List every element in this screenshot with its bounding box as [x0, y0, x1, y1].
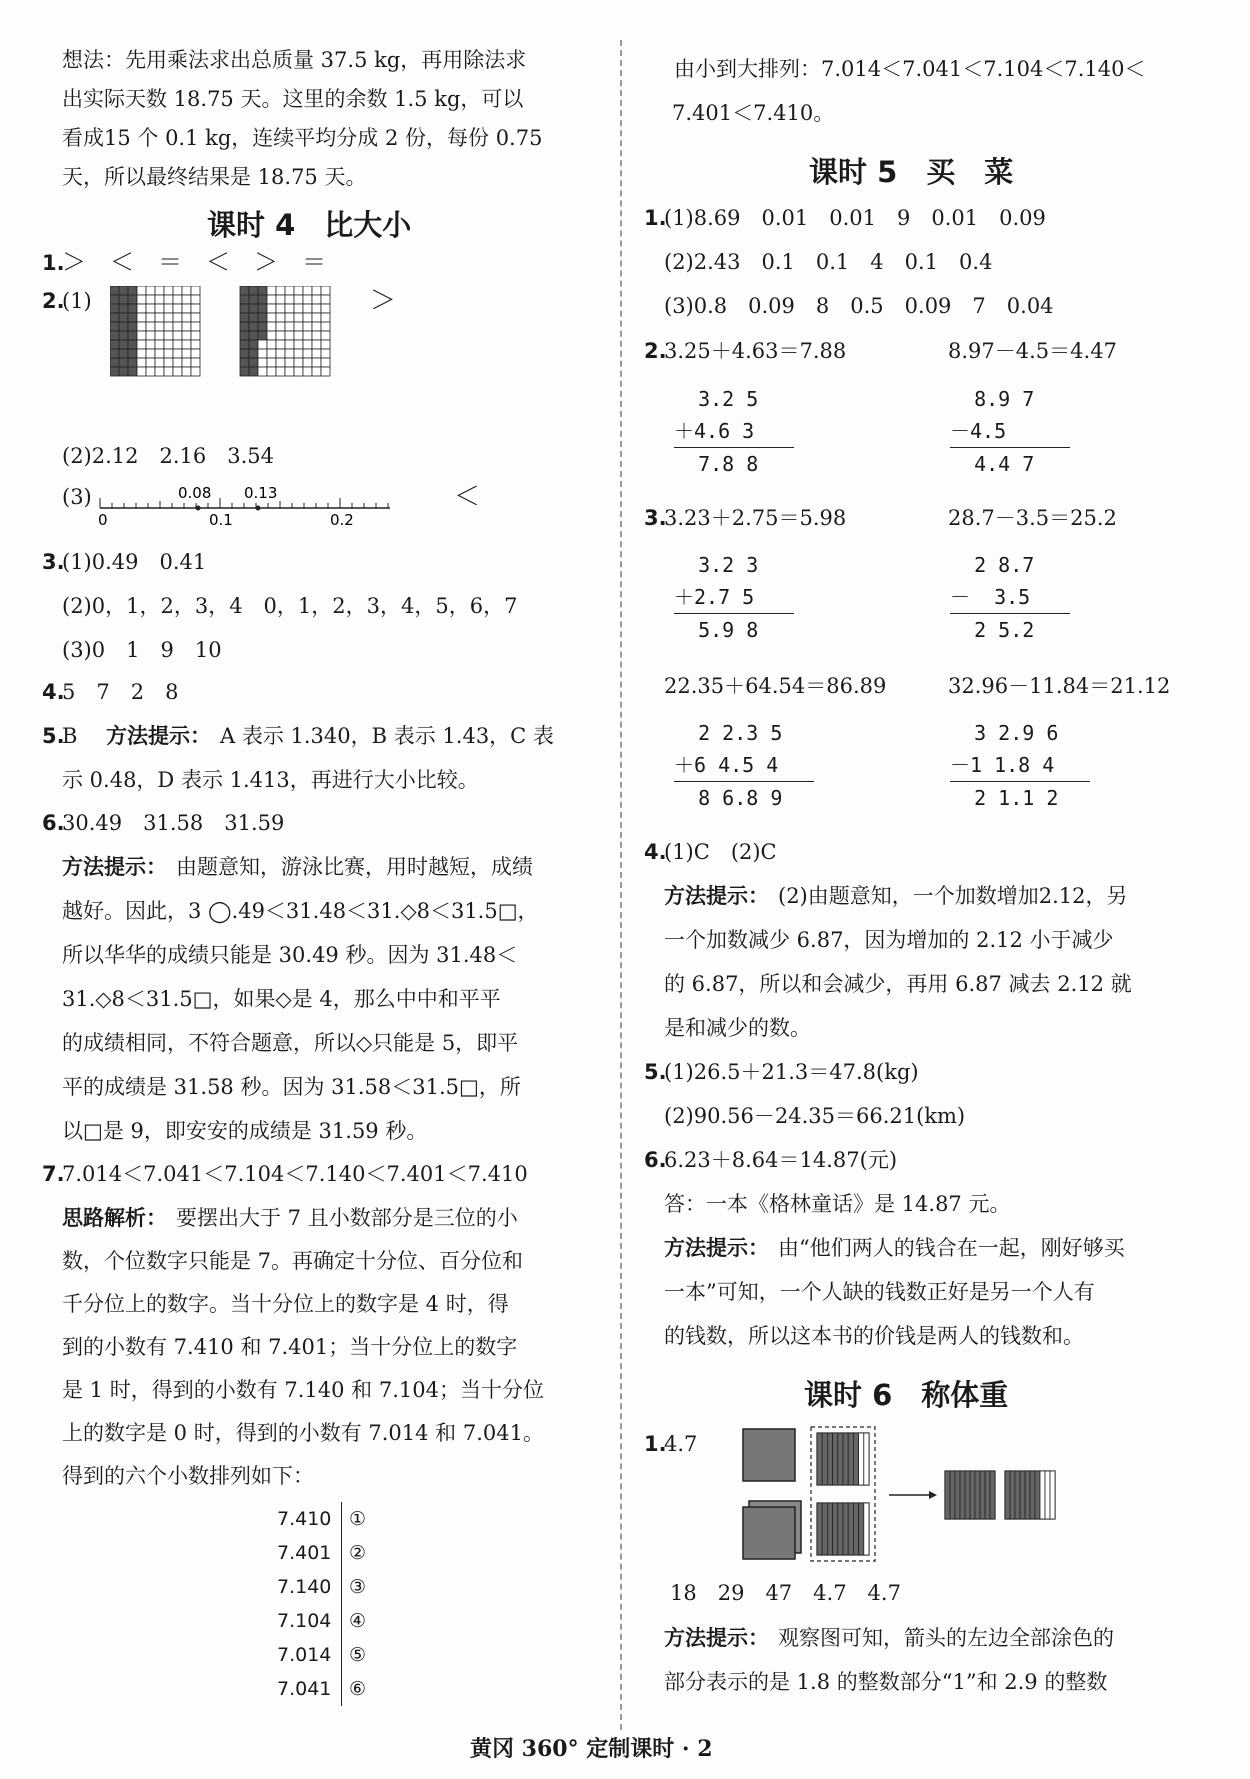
q6-line-1: 由题意知，游泳比赛，用时越短，成绩: [176, 855, 533, 879]
r2-eq-a: 3.25＋4.63＝7.88: [664, 339, 847, 363]
q6-answer: 30.49 31.58 31.59: [62, 811, 285, 835]
q5-answer: B: [62, 724, 99, 748]
unit-square-1: [743, 1429, 795, 1481]
continued-line-1: 由小到大排列：7.014＜7.041＜7.104＜7.140＜: [674, 57, 1146, 81]
result-strips-1: [945, 1471, 995, 1519]
table-index: ②: [349, 1542, 367, 1564]
r3-eq-d: 32.96－11.84＝21.12: [948, 674, 1171, 698]
r2-number: 2.: [644, 339, 667, 363]
q3-number: 3.: [42, 550, 65, 574]
q6-number: 6.: [42, 811, 65, 835]
lesson4-title: 课时 4 比大小: [207, 208, 412, 242]
r4-hint-label: 方法提示：: [664, 884, 769, 908]
grid-1: [110, 286, 200, 376]
s1-values: 18 29 47 4.7 4.7: [670, 1581, 901, 1605]
q3-3-answer: (3)0 1 9 10: [62, 638, 222, 662]
r6-line-1: 由“他们两人的钱合在一起，刚好够买: [778, 1236, 1125, 1260]
q6-hint-label: 方法提示：: [62, 855, 167, 879]
q5-hint-2: 示 0.48，D 表示 1.413，再进行大小比较。: [62, 768, 479, 792]
vertical-calc-5: 2 2.3 5 ＋6 4.5 4 8 6.8 9: [674, 717, 814, 814]
table-value: 7.041: [277, 1678, 332, 1700]
s1-hint-label: 方法提示：: [664, 1626, 769, 1650]
s1-number: 1.: [644, 1432, 667, 1456]
q4-answer: 5 7 2 8: [62, 680, 179, 704]
r4-line-1: (2)由题意知，一个加数增加2.12，另: [778, 884, 1128, 908]
q7-line-1: 要摆出大于 7 且小数部分是三位的小: [176, 1206, 518, 1230]
arrow-head: [929, 1491, 937, 1499]
q7-answer: 7.014＜7.041＜7.104＜7.140＜7.401＜7.410: [62, 1162, 528, 1186]
q5-number: 5.: [42, 724, 65, 748]
table-index: ③: [349, 1576, 367, 1598]
q2-3-symbol: ＜: [454, 482, 481, 512]
decimal-grids: [110, 286, 340, 382]
q2-2-answer: (2)2.12 2.16 3.54: [62, 444, 275, 468]
table-value: 7.014: [277, 1644, 332, 1666]
q7-line-2: 数，个位数字只能是 7。再确定十分位、百分位和: [62, 1249, 524, 1273]
result-strips-2: [1005, 1471, 1055, 1519]
r6-reply: 答：一本《格林童话》是 14.87 元。: [664, 1192, 1011, 1216]
mark-0.13-label: 0.13: [244, 484, 278, 502]
r5-2-answer: (2)90.56－24.35＝66.21(km): [664, 1104, 966, 1128]
r4-number: 4.: [644, 840, 667, 864]
q2-1-symbol: ＞: [370, 286, 397, 316]
r3-eq-b: 28.7－3.5＝25.2: [948, 506, 1117, 530]
r2-eq-b: 8.97－4.5＝4.47: [948, 339, 1117, 363]
r4-line-2: 一个加数减少 6.87，因为增加的 2.12 小于减少: [664, 928, 1114, 952]
table-value: 7.140: [277, 1576, 332, 1598]
table-value: 7.104: [277, 1610, 332, 1632]
r5-number: 5.: [644, 1060, 667, 1084]
mark-0.08-label: 0.08: [178, 484, 212, 502]
grid-2: [240, 286, 330, 376]
column-divider: [620, 40, 622, 1730]
q1-number: 1.: [42, 251, 65, 275]
point-0.08: [196, 506, 201, 511]
q6-line-5: 的成绩相同，不符合题意，所以◇只能是 5，即平: [62, 1031, 519, 1055]
q7-line-7: 得到的六个小数排列如下：: [62, 1464, 314, 1488]
q3-2-answer: (2)0，1，2，3，4 0，1，2，3，4，5，6，7: [62, 594, 518, 618]
vertical-calc-2: 8.9 7 －4.5 4.4 7: [950, 383, 1070, 480]
lesson6-title: 课时 6 称体重: [804, 1378, 1009, 1412]
r6-line-3: 的钱数，所以这本书的价钱是两人的钱数和。: [664, 1324, 1084, 1348]
q2-1-label: (1): [62, 289, 92, 313]
point-0.13: [256, 506, 261, 511]
r3-number: 3.: [644, 506, 667, 530]
vertical-calc-6: 3 2.9 6 －1 1.8 4 2 1.1 2: [950, 717, 1090, 814]
r6-hint-label: 方法提示：: [664, 1236, 769, 1260]
intro-line-2: 出实际天数 18.75 天。这里的余数 1.5 kg，可以: [62, 87, 524, 111]
s1-line-1: 观察图可知，箭头的左边全部涂色的: [778, 1626, 1114, 1650]
r1-2-answer: (2)2.43 0.1 0.1 4 0.1 0.4: [664, 250, 993, 274]
table-index: ⑤: [349, 1644, 367, 1666]
r4-line-3: 的 6.87，所以和会减少，再用 6.87 减去 2.12 就: [664, 972, 1132, 996]
q6-line-2: 越好。因此，3 ◯.49＜31.48＜31.◇8＜31.5□，: [62, 899, 539, 923]
r5-1-answer: (1)26.5＋21.3＝47.8(kg): [664, 1060, 919, 1084]
s1-line-2: 部分表示的是 1.8 的整数部分“1”和 2.9 的整数: [664, 1670, 1108, 1694]
r1-1-answer: (1)8.69 0.01 0.01 9 0.01 0.09: [664, 206, 1046, 230]
r3-eq-c: 22.35＋64.54＝86.89: [664, 674, 887, 698]
q3-1-answer: (1)0.49 0.41: [62, 550, 207, 574]
q6-line-7: 以□是 9，即安安的成绩是 31.59 秒。: [62, 1119, 428, 1143]
r4-line-4: 是和减少的数。: [664, 1016, 811, 1040]
table-index: ④: [349, 1610, 367, 1632]
intro-line-4: 天，所以最终结果是 18.75 天。: [62, 165, 367, 189]
lesson5-title: 课时 5 买 菜: [809, 155, 1014, 189]
q4-number: 4.: [42, 680, 65, 704]
r1-number: 1.: [644, 206, 667, 230]
q6-line-4: 31.◇8＜31.5□，如果◇是 4，那么中中和平平: [62, 987, 501, 1011]
table-value: 7.410: [277, 1508, 332, 1530]
table-index: ①: [349, 1508, 367, 1530]
number-line: [98, 480, 398, 526]
decimal-table: [277, 1502, 407, 1706]
r6-line-2: 一本”可知，一个人缺的钱数正好是另一个人有: [664, 1280, 1095, 1304]
unit-square-2: [743, 1507, 795, 1559]
table-value: 7.401: [277, 1542, 332, 1564]
q1-answer: ＞ ＜ ＝ ＜ ＞ ＝: [62, 248, 326, 276]
q7-line-6: 上的数字是 0 时，得到的小数有 7.014 和 7.041。: [62, 1421, 544, 1445]
vertical-calc-3: 3.2 3 ＋2.7 5 5.9 8: [674, 549, 794, 646]
page-footer: 黄冈 360° 定制课时 · 2: [470, 1736, 713, 1762]
tenths-strips-2: [817, 1503, 869, 1555]
q7-hint-label: 思路解析：: [62, 1206, 167, 1230]
table-index: ⑥: [349, 1678, 367, 1700]
vertical-calc-4: 2 8.7 － 3.5 2 5.2: [950, 549, 1070, 646]
tick-label-0.1: 0.1: [209, 511, 233, 526]
r6-number: 6.: [644, 1148, 667, 1172]
weight-diagram: [739, 1425, 1069, 1565]
q7-line-3: 千分位上的数字。当十分位上的数字是 4 时，得: [62, 1292, 509, 1316]
intro-line-1: 想法：先用乘法求出总质量 37.5 kg，再用除法求: [62, 48, 527, 72]
tick-label-0: 0: [98, 511, 108, 526]
q5-hint-label: 方法提示：: [106, 724, 211, 748]
continued-line-2: 7.401＜7.410。: [672, 101, 835, 125]
vertical-calc-1: 3.2 5 ＋4.6 3 7.8 8: [674, 383, 794, 480]
r3-eq-a: 3.23＋2.75＝5.98: [664, 506, 847, 530]
q5-hint: A 表示 1.340，B 表示 1.43，C 表: [220, 724, 554, 748]
q7-line-4: 到的小数有 7.410 和 7.401；当十分位上的数字: [62, 1335, 518, 1359]
r6-answer: 6.23＋8.64＝14.87(元): [664, 1148, 898, 1172]
tick-label-0.2: 0.2: [330, 511, 354, 526]
s1-answer: 4.7: [664, 1432, 698, 1456]
r1-3-answer: (3)0.8 0.09 8 0.5 0.09 7 0.04: [664, 294, 1054, 318]
q6-line-6: 平的成绩是 31.58 秒。因为 31.58＜31.5□，所: [62, 1075, 521, 1099]
r4-answer: (1)C (2)C: [664, 840, 777, 864]
intro-line-3: 看成15 个 0.1 kg，连续平均分成 2 份，每份 0.75: [62, 126, 543, 150]
q2-number: 2.: [42, 289, 65, 313]
q2-3-label: (3): [62, 485, 92, 509]
tenths-strips-1: [817, 1433, 869, 1485]
q7-line-5: 是 1 时，得到的小数有 7.140 和 7.104；当十分位: [62, 1378, 544, 1402]
q6-line-3: 所以华华的成绩只能是 30.49 秒。因为 31.48＜: [62, 943, 518, 967]
q7-number: 7.: [42, 1162, 65, 1186]
